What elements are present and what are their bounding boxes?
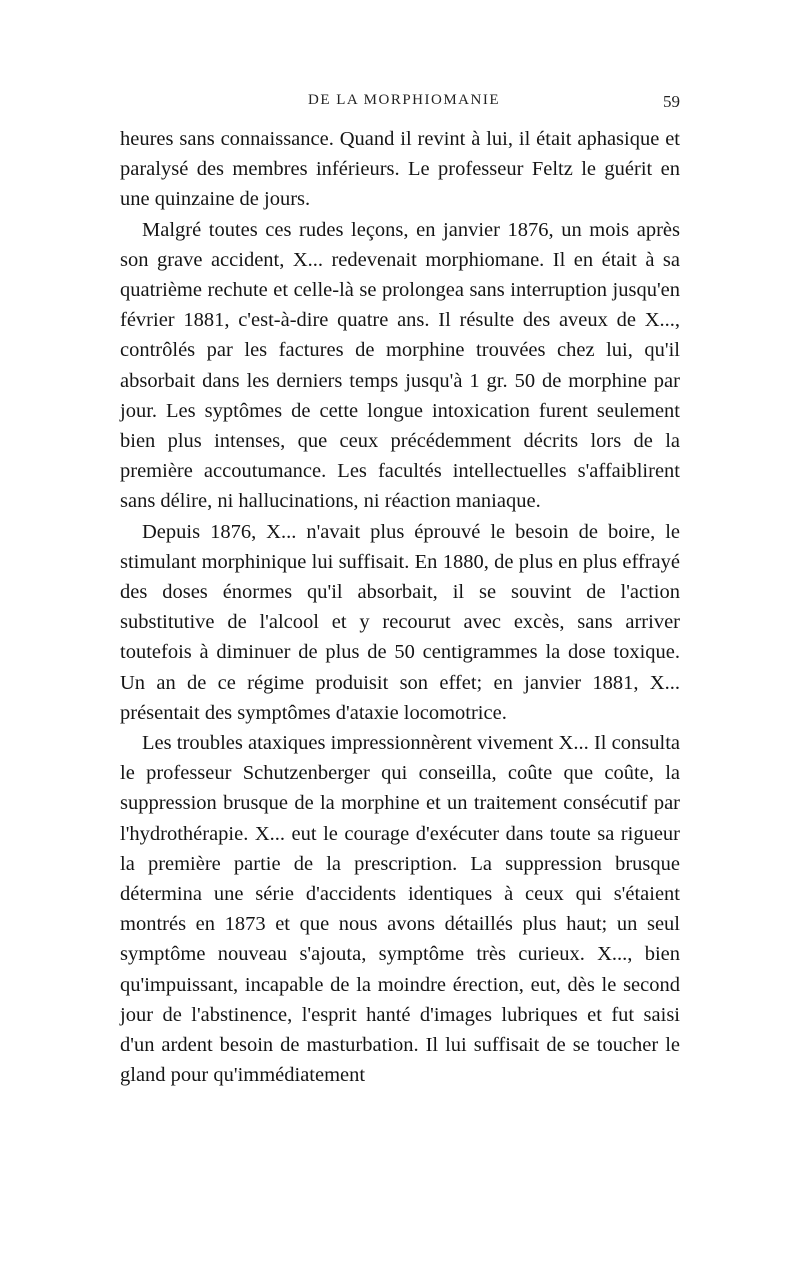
paragraph-continuation: heures sans connaissance. Quand il revint à lui, il était aphasique et paralysé des membres inférieurs. Le professeur Feltz le guérit en une quinzaine de jours. — [120, 128, 680, 211]
page-number: 59 — [663, 92, 680, 111]
running-title: DE LA MORPHIOMANIE — [308, 92, 500, 108]
paragraph-relapse: Malgré toutes ces rudes leçons, en janvier 1876, un mois après son grave accident, X... redevenait morphiomane. Il en était à sa quatrième rechute et celle-là se prolongea sans interruption jusqu'en février 1881, c'est-à-dire quatre ans. Il résulte des aveux de X..., contrôlés par les factures de morphine trouvées chez lui, qu'il absorbait dans les derniers temps jusqu'à 1 gr. 50 de morphine par jour. Les syptômes de cette longue intoxication furent seulement bien plus intenses, que ceux précédemment décrits lors de la première accoutumance. Les facultés intellectuelles s'affaiblirent sans délire, ni hallucinations, ni réaction maniaque. — [120, 218, 680, 513]
paragraph-alcohol: Depuis 1876, X... n'avait plus éprouvé le besoin de boire, le stimulant morphinique lui suffisait. En 1880, de plus en plus effrayé des doses énormes qu'il absorbait, il se souvint de l'action substitutive de l'alcool et y recourut avec excès, sans arriver toutefois à diminuer de plus de 50 centigrammes la dose toxique. Un an de ce régime produisit son effet; en janvier 1881, X... présentait des symptômes d'ataxie locomotrice. — [120, 520, 680, 724]
running-head — [128, 92, 680, 116]
body-text — [120, 124, 680, 1091]
paragraph-ataxia: Les troubles ataxiques impressionnèrent vivement X... Il consulta le professeur Schutzenberger qui conseilla, coûte que coûte, la suppression brusque de la morphine et un traitement consécutif par l'hydrothérapie. X... eut le courage d'exécuter dans toute sa rigueur la première partie de la prescription. La suppression brusque détermina une série d'accidents identiques à ceux qui s'étaient montrés en 1873 et que nous avons détaillés plus haut; un seul symptôme nouveau s'ajouta, symptôme très curieux. X..., bien qu'impuissant, incapable de la moindre érection, eut, dès le second jour de l'abstinence, l'esprit hanté d'images lubriques et fut saisi d'un ardent besoin de masturbation. Il lui suffisait de se toucher le gland pour qu'immédiatement — [120, 732, 680, 1087]
